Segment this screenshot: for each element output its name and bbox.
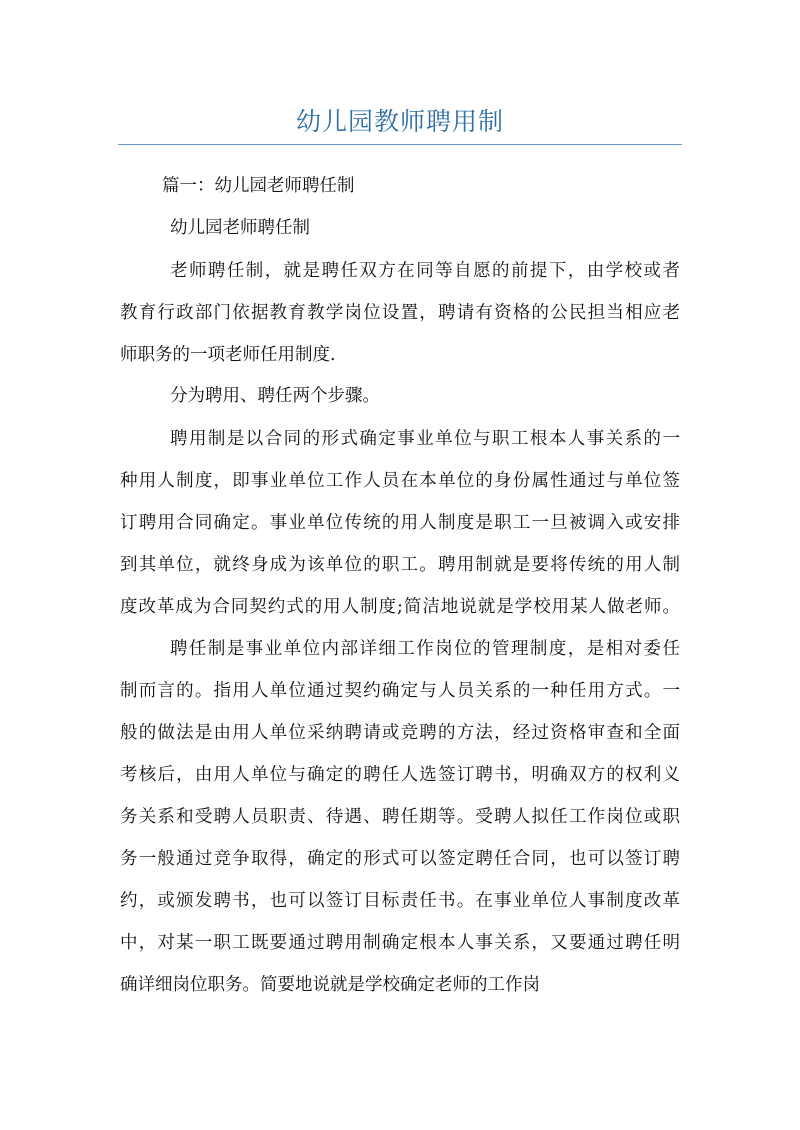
paragraph-line: 分为聘用、聘任两个步骤。 (170, 386, 380, 406)
paragraph-line: 老师聘任制，就是聘任双方在同等自愿的前提下，由学校或者 (170, 261, 680, 281)
paragraph-line: 教育行政部门依据教育教学岗位设置，聘请有资格的公民担当相应老 (120, 303, 680, 323)
section-heading: 篇一：幼儿园老师聘任制 (162, 176, 355, 196)
paragraph-line: 中，对某一职工既要通过聘用制确定根本人事关系，又要通过聘任明 (120, 933, 680, 953)
paragraph-line: 约，或颁发聘书，也可以签订目标责任书。在事业单位人事制度改革 (120, 891, 680, 911)
paragraph-line: 务关系和受聘人员职责、待遇、聘任期等。受聘人拟任工作岗位或职 (120, 807, 680, 827)
title-underline (118, 144, 682, 145)
paragraph-line: 种用人制度，即事业单位工作人员在本单位的身份属性通过与单位签 (120, 471, 680, 491)
paragraph-line: 确详细岗位职务。简要地说就是学校确定老师的工作岗 (120, 975, 540, 995)
paragraph-line: 务一般通过竞争取得，确定的形式可以签定聘任合同，也可以签订聘 (120, 849, 680, 869)
paragraph-line: 制而言的。指用人单位通过契约确定与人员关系的一种任用方式。一 (120, 681, 680, 701)
paragraph-line: 度改革成为合同契约式的用人制度;简洁地说就是学校用某人做老师。 (120, 597, 680, 617)
paragraph-line: 聘任制是事业单位内部详细工作岗位的管理制度，是相对委任 (170, 639, 680, 659)
paragraph-line: 师职务的一项老师任用制度. (120, 345, 336, 365)
paragraph-line: 到其单位，就终身成为该单位的职工。聘用制就是要将传统的用人制 (120, 555, 680, 575)
paragraph-line: 般的做法是由用人单位采纳聘请或竞聘的方法，经过资格审查和全面 (120, 723, 680, 743)
document-title: 幼儿园教师聘用制 (295, 107, 504, 136)
paragraph-line: 聘用制是以合同的形式确定事业单位与职工根本人事关系的一 (170, 429, 680, 449)
subheading: 幼儿园老师聘任制 (170, 218, 310, 238)
paragraph-line: 考核后，由用人单位与确定的聘任人选签订聘书，明确双方的权利义 (120, 765, 680, 785)
paragraph-line: 订聘用合同确定。事业单位传统的用人制度是职工一旦被调入或安排 (120, 513, 680, 533)
